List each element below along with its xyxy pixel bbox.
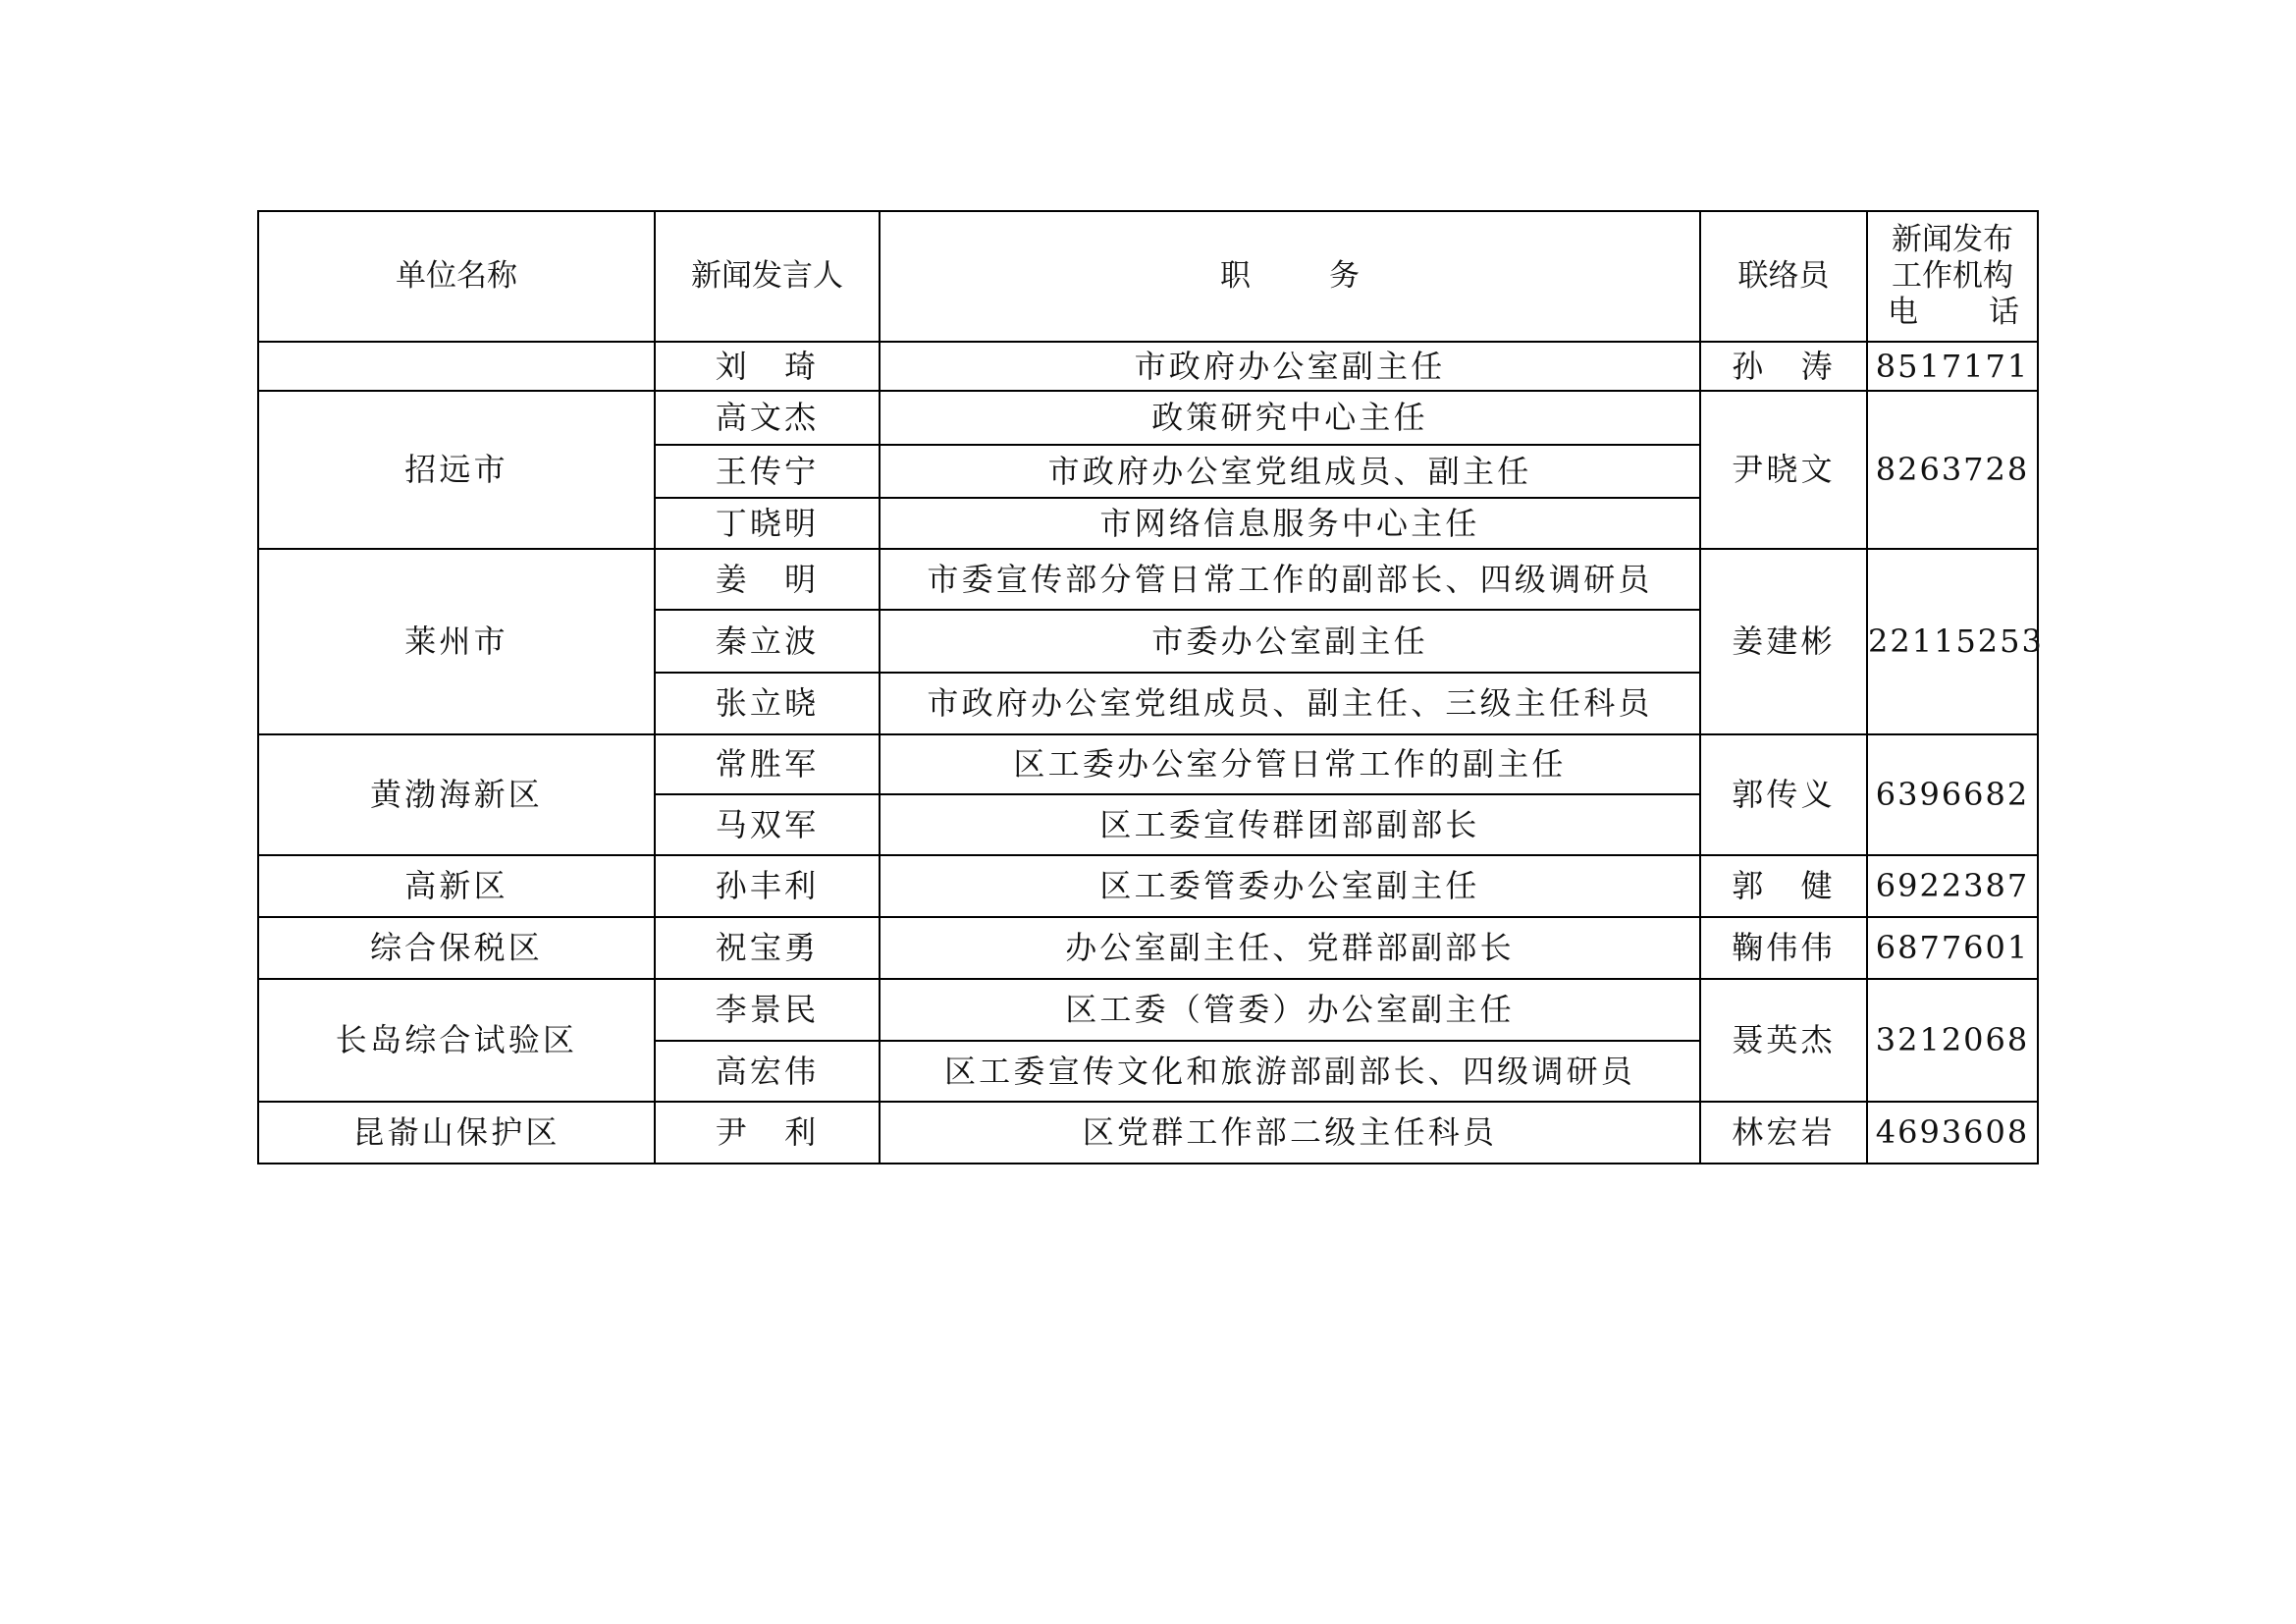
cell-spokesperson: 王传宁 bbox=[655, 445, 880, 498]
cell-unit: 黄渤海新区 bbox=[258, 734, 655, 855]
cell-spokesperson: 马双军 bbox=[655, 794, 880, 855]
cell-duty: 区工委宣传群团部副部长 bbox=[880, 794, 1700, 855]
table-row bbox=[258, 734, 2038, 794]
cell-spokesperson: 张立晓 bbox=[655, 673, 880, 734]
header-phone-line-1: 新闻发布 bbox=[1892, 221, 2013, 257]
cell-duty: 市委宣传部分管日常工作的副部长、四级调研员 bbox=[880, 549, 1700, 610]
cell-duty: 区工委办公室分管日常工作的副主任 bbox=[880, 734, 1700, 794]
cell-spokesperson: 李景民 bbox=[655, 979, 880, 1041]
header-phone-line-2: 工作机构 bbox=[1892, 257, 2013, 294]
cell-spokesperson: 刘 琦 bbox=[655, 342, 880, 391]
table-row bbox=[258, 391, 2038, 445]
cell-phone: 8517171 bbox=[1867, 342, 2038, 391]
cell-spokesperson: 尹 利 bbox=[655, 1102, 880, 1164]
cell-liaison: 郭 健 bbox=[1700, 855, 1867, 917]
cell-unit: 招远市 bbox=[258, 391, 655, 549]
table-row bbox=[258, 342, 2038, 391]
cell-phone: 8263728 bbox=[1867, 391, 2038, 549]
cell-phone: 6396682 bbox=[1867, 734, 2038, 855]
cell-duty: 市委办公室副主任 bbox=[880, 610, 1700, 673]
cell-unit: 综合保税区 bbox=[258, 917, 655, 979]
cell-unit bbox=[258, 342, 655, 391]
cell-phone: 4693608 bbox=[1867, 1102, 2038, 1164]
header-spokesperson: 新闻发言人 bbox=[655, 211, 880, 342]
cell-duty: 市政府办公室副主任 bbox=[880, 342, 1700, 391]
cell-duty: 市政府办公室党组成员、副主任、三级主任科员 bbox=[880, 673, 1700, 734]
cell-duty: 办公室副主任、党群部副部长 bbox=[880, 917, 1700, 979]
cell-spokesperson: 孙丰利 bbox=[655, 855, 880, 917]
cell-phone: 22115253 bbox=[1867, 549, 2038, 734]
table-header bbox=[258, 211, 2038, 342]
cell-duty: 市网络信息服务中心主任 bbox=[880, 498, 1700, 549]
cell-liaison: 姜建彬 bbox=[1700, 549, 1867, 734]
cell-liaison: 郭传义 bbox=[1700, 734, 1867, 855]
header-phone-char-1: 电 bbox=[1888, 295, 1918, 331]
header-liaison: 联络员 bbox=[1700, 211, 1867, 342]
header-phone-line-3 bbox=[1868, 295, 2037, 331]
cell-unit: 莱州市 bbox=[258, 549, 655, 734]
header-phone bbox=[1867, 211, 2038, 342]
cell-duty: 区工委管委办公室副主任 bbox=[880, 855, 1700, 917]
header-unit: 单位名称 bbox=[258, 211, 655, 342]
cell-duty: 市政府办公室党组成员、副主任 bbox=[880, 445, 1700, 498]
cell-spokesperson: 高宏伟 bbox=[655, 1041, 880, 1102]
cell-liaison: 尹晓文 bbox=[1700, 391, 1867, 549]
header-duty bbox=[880, 211, 1700, 342]
cell-spokesperson: 祝宝勇 bbox=[655, 917, 880, 979]
cell-duty: 区党群工作部二级主任科员 bbox=[880, 1102, 1700, 1164]
header-duty-char-2: 务 bbox=[1329, 257, 1360, 294]
cell-unit: 高新区 bbox=[258, 855, 655, 917]
cell-duty: 区工委宣传文化和旅游部副部长、四级调研员 bbox=[880, 1041, 1700, 1102]
table-body bbox=[258, 342, 2044, 1164]
header-duty-char-1: 职 bbox=[1220, 257, 1251, 294]
cell-phone: 6877601 bbox=[1867, 917, 2038, 979]
cell-spokesperson: 丁晓明 bbox=[655, 498, 880, 549]
cell-unit: 昆嵛山保护区 bbox=[258, 1102, 655, 1164]
spokesperson-table bbox=[257, 210, 2044, 1164]
cell-phone: 6922387 bbox=[1867, 855, 2038, 917]
cell-liaison: 林宏岩 bbox=[1700, 1102, 1867, 1164]
table-row bbox=[258, 979, 2038, 1041]
table-row bbox=[258, 1102, 2038, 1164]
cell-liaison: 孙 涛 bbox=[1700, 342, 1867, 391]
cell-duty: 区工委（管委）办公室副主任 bbox=[880, 979, 1700, 1041]
table-row bbox=[258, 855, 2038, 917]
cell-spokesperson: 高文杰 bbox=[655, 391, 880, 445]
cell-phone: 3212068 bbox=[1867, 979, 2038, 1102]
header-phone-char-2: 话 bbox=[1989, 295, 2019, 331]
cell-spokesperson: 常胜军 bbox=[655, 734, 880, 794]
header-row bbox=[258, 211, 2038, 342]
table-row bbox=[258, 549, 2038, 610]
cell-spokesperson: 秦立波 bbox=[655, 610, 880, 673]
cell-spokesperson: 姜 明 bbox=[655, 549, 880, 610]
cell-unit: 长岛综合试验区 bbox=[258, 979, 655, 1102]
table-row bbox=[258, 917, 2038, 979]
cell-liaison: 鞠伟伟 bbox=[1700, 917, 1867, 979]
cell-liaison: 聂英杰 bbox=[1700, 979, 1867, 1102]
cell-duty: 政策研究中心主任 bbox=[880, 391, 1700, 445]
